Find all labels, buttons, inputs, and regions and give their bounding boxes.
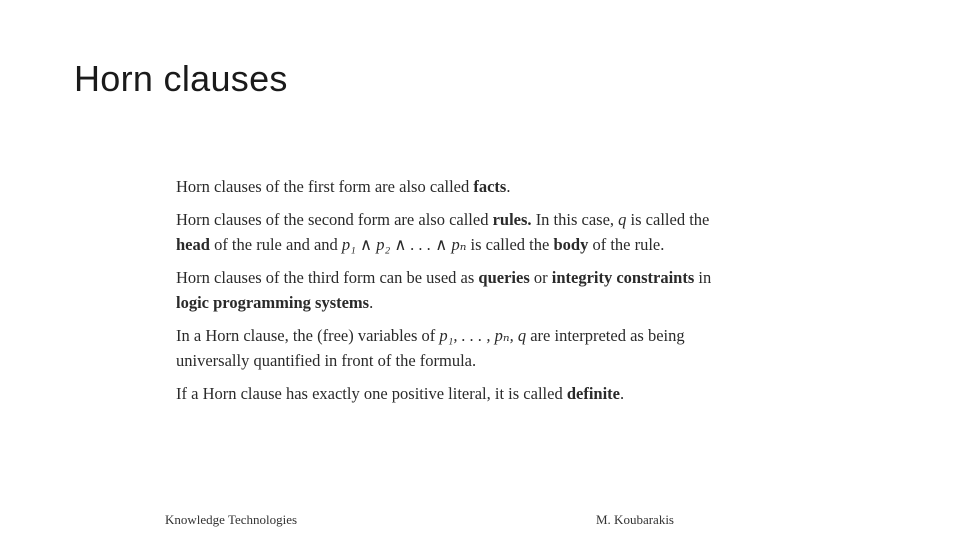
term-integrity-constraints: integrity constraints xyxy=(551,268,695,287)
term-head: head xyxy=(176,235,210,254)
slide-title: Horn clauses xyxy=(74,58,288,99)
text: of the rule. xyxy=(588,235,665,254)
text: or xyxy=(529,268,552,287)
text: In a Horn clause, the (free) variables of xyxy=(176,326,440,345)
text: . xyxy=(369,293,374,312)
text: Horn clauses of the third form can be used as xyxy=(176,268,479,287)
term-rules: rules. xyxy=(492,210,532,229)
paragraph-rules xyxy=(176,207,721,257)
footer-author: M. Koubarakis xyxy=(596,512,674,527)
math-body-formula: p₁ ∧ p₂ ∧ . . . ∧ pₙ xyxy=(341,235,467,254)
text: Horn clauses of the first form are also called xyxy=(176,177,474,196)
text: If a Horn clause has exactly one positive literal, it is called xyxy=(176,384,567,403)
text: of the rule and and xyxy=(209,235,342,254)
term-queries: queries xyxy=(478,268,530,287)
math-q: q xyxy=(618,210,627,229)
text: In this case, xyxy=(531,210,619,229)
paragraph-definite xyxy=(176,381,721,406)
paragraph-variables xyxy=(176,323,721,373)
math-variables: p₁, . . . , pₙ, q xyxy=(439,326,527,345)
term-body: body xyxy=(553,235,589,254)
text: is called the xyxy=(626,210,710,229)
term-definite: definite xyxy=(566,384,620,403)
paragraph-facts xyxy=(176,174,721,199)
text: . xyxy=(506,177,511,196)
text: are interpreted as being universally quantified in front of the formula. xyxy=(176,326,685,370)
footer-course: Knowledge Technologies xyxy=(165,512,298,527)
term-facts: facts xyxy=(473,177,507,196)
text: is called the xyxy=(466,235,554,254)
paragraph-queries xyxy=(176,265,721,315)
term-logic-programming: logic programming systems xyxy=(176,293,370,312)
slide-content xyxy=(176,174,721,414)
text: Horn clauses of the second form are also called xyxy=(176,210,493,229)
text: in xyxy=(694,268,712,287)
text: . xyxy=(620,384,625,403)
